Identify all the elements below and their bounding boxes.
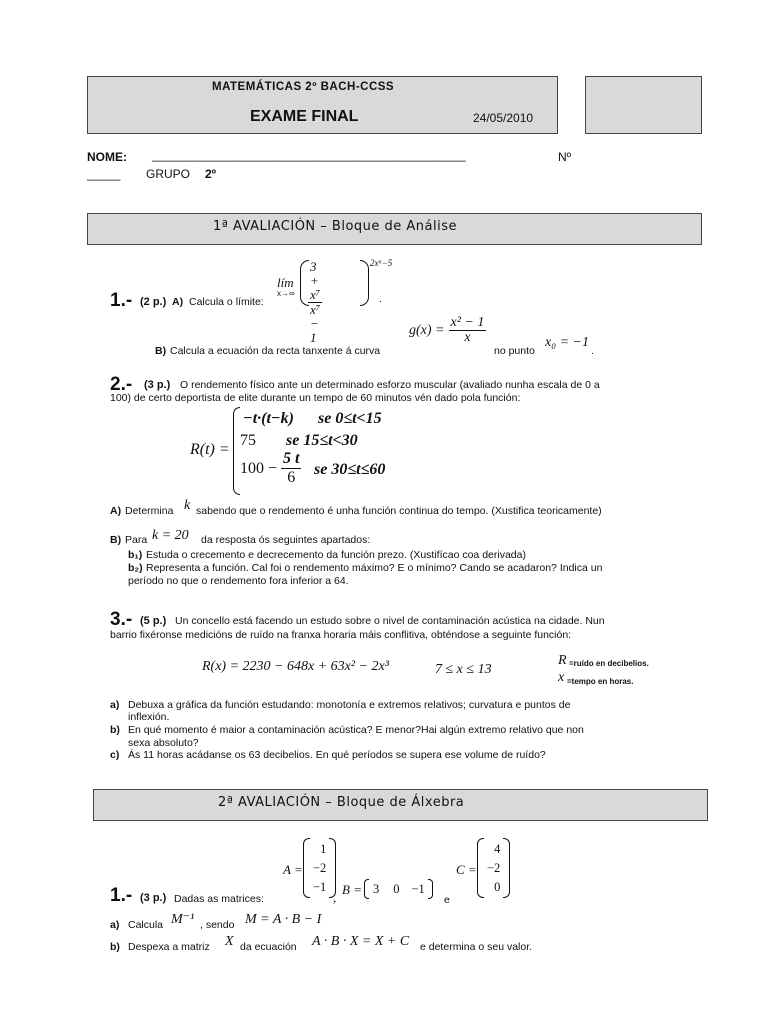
group-value: 2º <box>205 167 217 181</box>
matrix-A-entry: −2 <box>313 860 327 875</box>
s2-q1-intro: Dadas as matrices: <box>174 893 264 905</box>
s2-a-mid: , sendo <box>200 919 235 931</box>
q1-points: (2 p.) <box>140 296 167 308</box>
matrix-A-entry: 1 <box>320 841 327 856</box>
q3-domain: 7 ≤ x ≤ 13 <box>435 662 492 677</box>
matrix-C <box>477 838 510 898</box>
exam-date: 24/05/2010 <box>473 111 534 125</box>
case3-denominator: 6 <box>287 469 296 486</box>
matrix-C-label: C = <box>456 862 477 877</box>
q2-partA-label: A) <box>110 505 122 517</box>
s2-b-eq: A · B · X = X + C <box>312 934 410 949</box>
q3-b-line1: En qué momento é maior a contaminación acústica? E menor?Hai algún extremo relativo que non <box>128 724 584 736</box>
limit-fraction <box>308 260 322 345</box>
q3-a-line1: Debuxa a gráfica da función estudando: monotonía e extremos relativos; curvatura e puntos de <box>128 699 571 711</box>
q1-partA-label: A) <box>172 296 184 308</box>
case1-condition: se 0≤t<15 <box>318 410 382 427</box>
limit-numerator: 3 + x⁷ <box>310 259 321 302</box>
piecewise-brace <box>233 407 240 495</box>
q3-c-text: Ás 11 horas acádanse os 63 decibelios. En qué períodos se supera ese volume de ruído? <box>128 749 546 761</box>
b2-line1: Representa a función. Cal foi o rendemento máximo? E o mínimo? Cando se acadaron? Indica un <box>146 562 603 574</box>
limit-denominator: x⁷ − 1 <box>310 302 321 345</box>
legend-R-var: R <box>558 653 567 668</box>
g-denominator: x <box>464 330 471 345</box>
matrix-C-entry: −2 <box>487 860 501 875</box>
q2-partA-pre: Determina <box>125 505 174 517</box>
limit-subscript: x→∞ <box>277 289 295 298</box>
q3-a-label: a) <box>110 699 120 711</box>
limit-exponent: 2x⁶−5 <box>370 258 393 268</box>
case1-expression: −t·(t−k) <box>243 410 294 427</box>
legend-x-var: x <box>558 670 565 685</box>
q3-b-line2: sexa absoluto? <box>128 737 199 749</box>
q1-partB-label: B) <box>155 345 167 357</box>
matrix-B <box>364 879 433 899</box>
q3-points: (5 p.) <box>140 615 167 627</box>
b2-line2: período no que o rendemento fora inferior a 64. <box>128 575 349 587</box>
q3-b-label: b) <box>110 724 120 736</box>
exam-title: EXAME FINAL <box>250 108 359 125</box>
R-of-t: R(t) = <box>190 441 230 458</box>
s2-b-var: X <box>225 934 234 949</box>
q3-line2: barrio fixéronse medicións de ruído na franxa horaria máis conflitiva, obténdose a seguinte función: <box>110 629 572 641</box>
course-title: MATEMÁTICAS 2º BACH-CCSS <box>212 81 395 93</box>
point-text: no punto <box>494 345 535 357</box>
g-function <box>409 316 486 345</box>
q1-dot: . <box>379 293 382 305</box>
q1-number: 1.- <box>110 290 133 311</box>
s2-b-label: b) <box>110 941 120 953</box>
matrix-B-label: B = <box>342 882 362 897</box>
section1-title: 1ª AVALIACIÓN – Bloque de Análise <box>213 219 457 234</box>
q2-partA-post: sabendo que o rendemento é unha función continua do tempo. (Xustifica teoricamente) <box>196 505 602 517</box>
b1-label: b₁) <box>128 549 143 561</box>
q2-line2: 100) de certo deportista de elite durante un tempo de 60 minutos vén dado pola función: <box>110 392 521 404</box>
q3-c-label: c) <box>110 749 120 761</box>
name-label: NOME: <box>87 150 127 164</box>
q1-partB-text: Calcula a ecuación da recta tanxente á curva <box>170 345 381 357</box>
q3-number: 3.- <box>110 609 133 630</box>
s2-q1-number: 1.- <box>110 885 133 906</box>
s2-b-pre: Despexa a matriz <box>128 941 210 953</box>
limit-word: lím <box>277 275 294 290</box>
s2-q1-points: (3 p.) <box>140 892 167 904</box>
s2-a-label: a) <box>110 919 120 931</box>
group-label: GRUPO <box>146 167 191 181</box>
matrix-A-comma: , <box>333 890 337 905</box>
q2-points: (3 p.) <box>144 379 171 391</box>
q3-a-line2: inflexión. <box>128 711 170 723</box>
g-numerator: x² − 1 <box>450 315 485 330</box>
q3-function: R(x) = 2230 − 648x + 63x² − 2x³ <box>202 659 389 674</box>
q2-partB-pre: Para <box>125 534 148 546</box>
s2-a-expr: M⁻¹ <box>171 912 195 927</box>
q2-partB-post: da resposta ós seguintes apartados: <box>201 534 371 546</box>
s2-a-pre: Calcula <box>128 919 164 931</box>
point-expression: x₀ = −1 <box>545 335 589 350</box>
number-line: _____ <box>87 167 121 181</box>
case3-numerator: 5 t <box>283 450 300 467</box>
number-label: Nº <box>558 150 572 164</box>
matrix-B-entry: 0 <box>393 881 400 896</box>
case3-condition: se 30≤t≤60 <box>314 461 386 478</box>
piecewise-lhs <box>190 441 230 459</box>
matrix-B-entry: 3 <box>373 881 380 896</box>
score-box <box>585 76 702 134</box>
matrix-B-entry: −1 <box>411 881 425 896</box>
matrix-A-entry: −1 <box>313 879 327 894</box>
legend-R-text: =ruído en decibelios. <box>569 659 649 668</box>
section2-title: 2ª AVALIACIÓN – Bloque de Álxebra <box>218 795 465 810</box>
q1-partA-text: Calcula o límite: <box>189 296 264 308</box>
matrix-C-entry: 0 <box>494 879 501 894</box>
q2-number: 2.- <box>110 374 133 395</box>
matrix-A-label: A = <box>283 862 303 877</box>
matrix-A <box>303 838 336 898</box>
limit-paren-right <box>360 260 369 306</box>
matrices-and: e <box>444 894 450 906</box>
point-end-dot: . <box>591 345 594 357</box>
b2-label: b₂) <box>128 562 143 574</box>
s2-a-def: M = A · B − I <box>245 912 322 927</box>
q2-partA-var: k <box>184 498 191 513</box>
q2-partB-label: B) <box>110 534 122 546</box>
s2-b-post: e determina o seu valor. <box>420 941 533 953</box>
q2-partB-expr: k = 20 <box>152 528 189 543</box>
matrix-C-entry: 4 <box>494 841 501 856</box>
case2-condition: se 15≤t<30 <box>286 432 358 449</box>
name-line: _______________________________________________ <box>152 148 466 162</box>
b1-text: Estuda o crecemento e decrecemento da función prezo. (Xustifícao coa derivada) <box>146 549 526 561</box>
q3-line1: Un concello está facendo un estudo sobre o nivel de contaminación acústica na cidade. Nun <box>175 615 605 627</box>
case3-expression: 100 − $\frac{5 t}{6}$ <box>240 450 300 486</box>
q2-line1: O rendemento físico ante un determinado esforzo muscular (avaliado nunha escala de 0 a <box>180 379 600 391</box>
g-lhs: g(x) = <box>409 322 445 338</box>
s2-b-mid: da ecuación <box>240 941 297 953</box>
case2-expression: 75 <box>240 432 256 449</box>
legend-x-text: =tempo en horas. <box>567 677 634 686</box>
